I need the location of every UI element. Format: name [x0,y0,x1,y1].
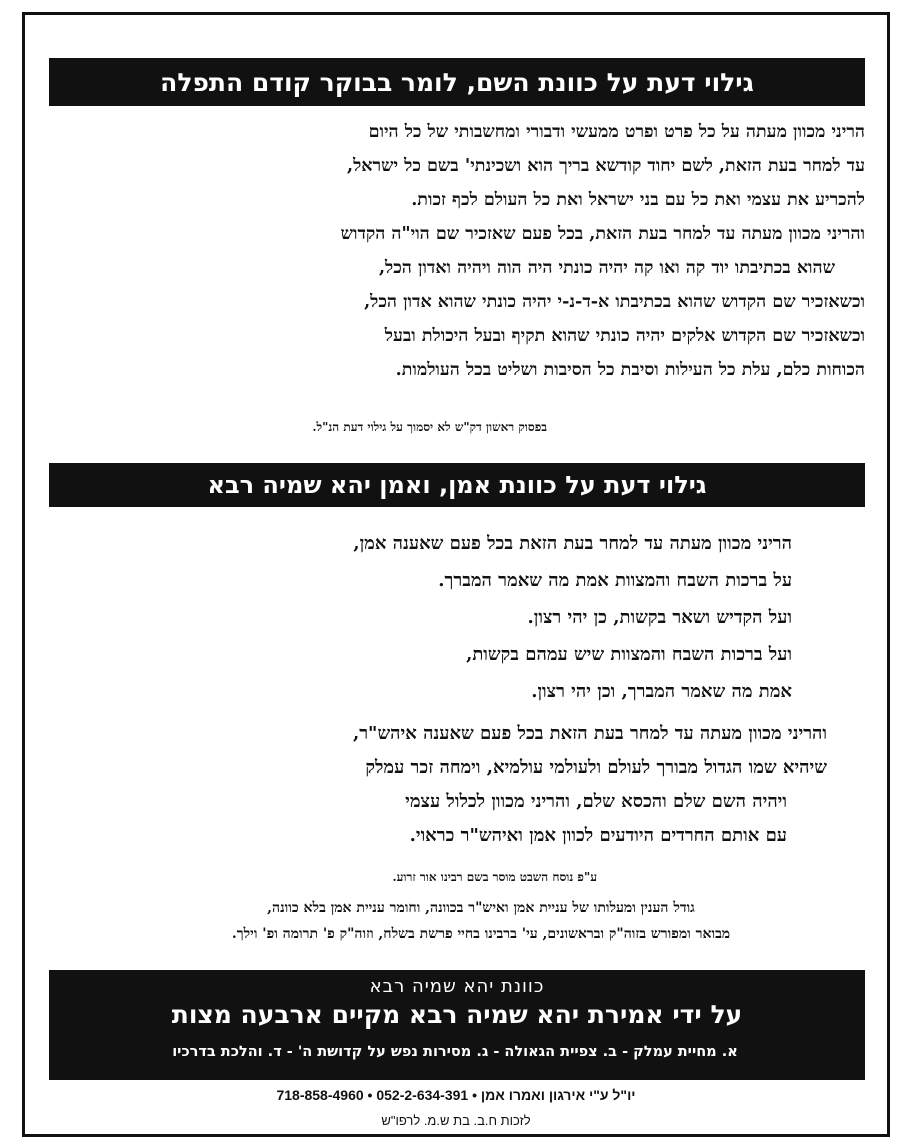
section1-line: והריני מכוון מעתה עד למחר בעת הזאת, בכל פעם שאזכיר שם הוי"ה הקדוש [340,224,865,244]
section1-line: שהוא בכתיבתו יוד קה ואו קה יהיה כונתי היה הוה ויהיה ואדון הכל, [378,258,835,278]
section1-line: להכריע את עצמי ואת כל עם בני ישראל ואת כל העולם לכף זכות. [411,190,865,210]
section1-note: בפסוק ראשון דק"ש לא יסמוך על גילוי דעת הנ"ל. [312,420,547,434]
section2-body-b [353,717,827,853]
section1-line: וכשאזכיר שם הקדוש אלקים יהיה כונתי שהוא תקיף ובעל היכולת ובעל [384,326,865,346]
kavanah-items: א. מחיית עמלק - ב. צפיית הגאולה - ג. מסירות נפש על קדושת ה' - ד. והלכת בדרכיו [172,1044,738,1060]
section2-line: והריני מכוון מעתה עד למחר בעת הזאת בכל פעם שאענה איהש"ר, [352,723,827,744]
section2-title: גילוי דעת על כוונת אמן, ואמן יהא שמיה רבא [207,471,707,499]
kavanah-headline: על ידי אמירת יהא שמיה רבא מקיים ארבעה מצות [171,1000,743,1029]
section2-line: על ברכות השבח והמצוות אמת מה שאמר המברך. [438,570,792,591]
section2-line: ועל ברכות השבח והמצוות שיש עמהם בקשות, [466,644,792,665]
section2-line: ויהיה השם שלם והכסא שלם, והריני מכוון לכלול עצמי [405,791,787,812]
publisher-line: יו"ל ע"י אירגון ואמרו אמן • 052-2-634-391 • 718-858-4960 [276,1087,636,1103]
section1-line: הריני מכוון מעתה על כל פרט ופרט ממעשי ודבורי ומחשבותי של כל היום [368,122,865,142]
section2-body-a [353,525,792,710]
section2-title-banner [49,463,865,507]
section2-closing-line: מבואר ומפורש בזוה"ק ובראשונים, עי' ברבינו בחיי פרשת בשלח, וזוה"ק פ' תרומה ופ' וילך. [231,926,731,942]
section1-line: עד למחר בעת הזאת, לשם יחוד קודשא בריך הוא ושכינתי' בשם כל ישראל, [346,156,865,176]
section1-line: הכוחות כלם, עלת כל העילות וסיבת כל הסיבות ושליט בכל העולמות. [395,360,865,380]
kavanah-subtitle: כוונת יהא שמיה רבא [369,976,545,997]
section1-line: וכשאזכיר שם הקדוש שהוא בכתיבתו א-ד-נ-י יהיה כונתי שהוא אדון הכל, [364,292,865,312]
kavanah-box [49,970,865,1080]
dedication-line: לזכות ח.ב. בת ש.מ. לרפו"ש [381,1113,531,1128]
section1-body [47,115,865,387]
section2-closing [85,895,877,947]
section2-note: ע"פ נוסח השבט מוסר בשם רבינו אור זרוע. [392,870,597,884]
section2-line: הריני מכוון מעתה עד למחר בעת הזאת בכל פעם שאענה אמן, [353,533,792,554]
section2-line: עם אותם החרדים היודעים לכוון אמן ואיהש"ר כראוי. [409,825,787,846]
section2-closing-line: גודל הענין ומעלותו של עניית אמן ואיש"ר בכוונה, וחומר עניית אמן בלא כוונה, [267,900,695,916]
section2-line: ועל הקדיש ושאר בקשות, כן יהי רצון. [527,607,792,628]
section1-title-banner [49,58,865,106]
section2-line: שיהיא שמו הגדול מבורך לעולם ולעולמי עולמיא, וימחה זכר עמלק [365,757,827,778]
section2-line: אמת מה שאמר המברך, וכן יהי רצון. [531,681,792,702]
document-frame [22,12,890,1137]
section1-title: גילוי דעת על כוונת השם, לומר בבוקר קודם התפלה [160,67,754,97]
